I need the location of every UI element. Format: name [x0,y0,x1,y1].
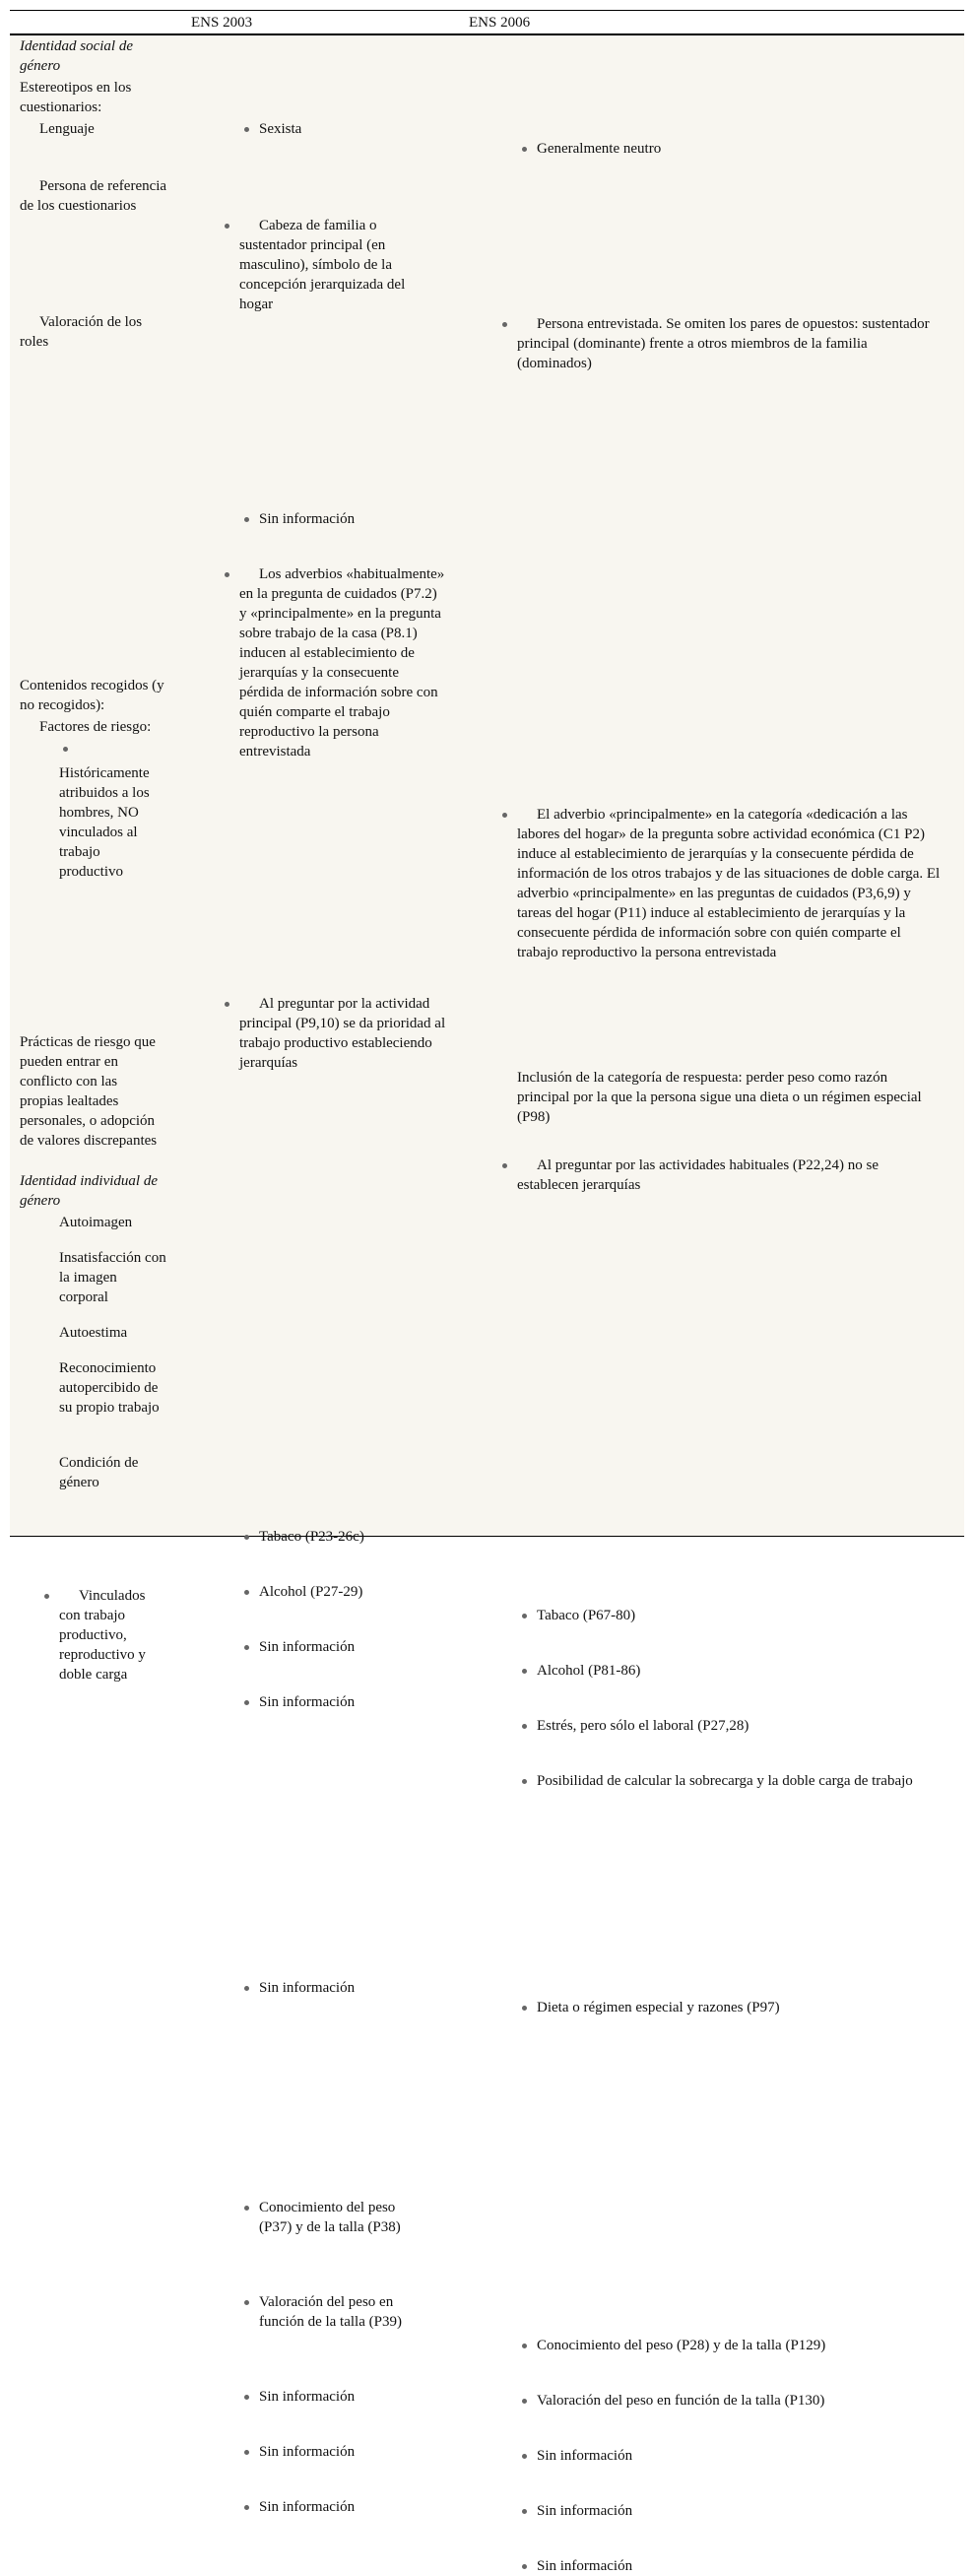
identidad-2006-item: Sin información [537,2556,950,2576]
valoracion-2003-item: Al preguntar por la actividad principal (P9,10) se da prioridad al trabajo productivo estableciendo jerarquías [239,996,446,1071]
row-label-reconocimiento: Reconocimiento autopercibido de su propio trabajo [59,1360,160,1416]
persona-2006: Persona entrevistada. Se omiten los pares de opuestos: sustentador principal (dominante) frente a otros miembros de la familia (dominados) [517,314,936,373]
bullet-icon [63,747,68,752]
identidad-2003-item: Conocimiento del peso (P37) y de la talla (P38) [259,2198,426,2237]
valoracion-2006-item: Al preguntar por las actividades habituales (P22,24) no se establecen jerarquías [517,1156,921,1195]
header-ens-2003: ENS 2003 [191,15,253,31]
factores-riesgo-label: Factores de riesgo: [39,719,152,735]
vinculados-label: Vinculados con trabajo productivo, reproductivo y doble carga [59,1586,167,1684]
section-social-identity: Identidad social de género [20,38,133,74]
identidad-2003-item: Valoración del peso en función de la talla (P39) [259,2292,426,2332]
identidad-2003-item: Sin información [259,2387,426,2407]
hist-atribuidos-label: Históricamente atribuidos a los hombres, NO vinculados al trabajo productivo [59,765,150,880]
contenidos-2006-item: Estrés, pero sólo el laboral (P27,28) [537,1716,950,1736]
row-label-lenguaje: Lenguaje [39,121,95,137]
row-label-autoestima: Autoestima [59,1325,128,1341]
identidad-2006-item: Conocimiento del peso (P28) y de la talla (P129) [537,2336,950,2355]
header-ens-2006: ENS 2006 [469,15,531,31]
comparison-table [10,10,964,2574]
contenidos-2006-item: Posibilidad de calcular la sobrecarga y la doble carga de trabajo [537,1771,950,1791]
identidad-2003-item: Sin información [259,2497,426,2517]
contenidos-2006-item: Alcohol (P81-86) [537,1661,950,1681]
table-header [10,11,964,35]
practicas-2006-text: Inclusión de la categoría de respuesta: perder peso como razón principal por la que la persona sigue una dieta o un régimen especial (P98) [517,1070,922,1125]
identidad-2006-item: Sin información [537,2501,950,2521]
row-label-persona-referencia: Persona de referencia de los cuestionarios [20,178,167,214]
row-label-practicas-riesgo: Prácticas de riesgo que pueden entrar en conflicto con las propias lealtades personales, o adopción de valores discrepantes [20,1034,158,1149]
practicas-2003: Sin información [259,1978,446,1998]
subsection-stereotypes: Estereotipos en los cuestionarios: [20,80,132,115]
persona-2003: Cabeza de familia o sustentador principal (en masculino), símbolo de la concepción jerarquizada del hogar [239,216,426,314]
section-individual-identity: Identidad individual de género [20,1173,158,1209]
contenidos-2003-item: Tabaco (P23-26c) [259,1527,446,1547]
contenidos-2003-item: Sin información [259,1692,446,1712]
identidad-2003-item: Sin información [259,2442,426,2462]
row-label-valoracion-roles: Valoración de los roles [20,314,143,350]
valoracion-2006-item: El adverbio «principalmente» en la categoría «dedicación a las labores del hogar» de la pregunta sobre actividad económica (C1 P2) induce al establecimiento de jerarquías y la consecuente pérdida de información de los otros trabajos y de las situaciones de doble carga. El adverbio «principalmente» en las preguntas de cuidados (P3,6,9) y tareas del hogar (P11) induce al establecimiento de jerarquías y la consecuente pérdida de información sobre con quién comparte el trabajo reproductivo la persona entrevistada [517,807,941,960]
identidad-2006-item: Sin información [537,2446,950,2466]
lenguaje-2003: Sexista [259,119,446,139]
row-label-insatisfaccion: Insatisfacción con la imagen corporal [59,1250,166,1305]
row-label-condicion-genero: Condición de género [59,1455,139,1490]
contenidos-2003-item: Alcohol (P27-29) [259,1582,446,1602]
contenidos-2006-item: Tabaco (P67-80) [537,1606,950,1625]
valoracion-2003-item: Sin información [259,509,446,529]
valoracion-2003-item: Los adverbios «habitualmente» en la pregunta de cuidados (P7.2) y «principalmente» en la pregunta sobre trabajo de la casa (P8.1) inducen al establecimiento de jerarquías y la consecuente pérdida de información sobre con quién comparte el trabajo reproductivo la persona entrevistada [239,566,445,760]
section-contenidos: Contenidos recogidos (y no recogidos): [20,678,164,713]
lenguaje-2006: Generalmente neutro [537,139,950,159]
row-label-autoimagen: Autoimagen [59,1215,133,1230]
identidad-2006-item: Valoración del peso en función de la talla (P130) [537,2391,950,2411]
practicas-2006-bullet: Dieta o régimen especial y razones (P97) [537,1998,950,2017]
contenidos-2003-item: Sin información [259,1637,446,1657]
